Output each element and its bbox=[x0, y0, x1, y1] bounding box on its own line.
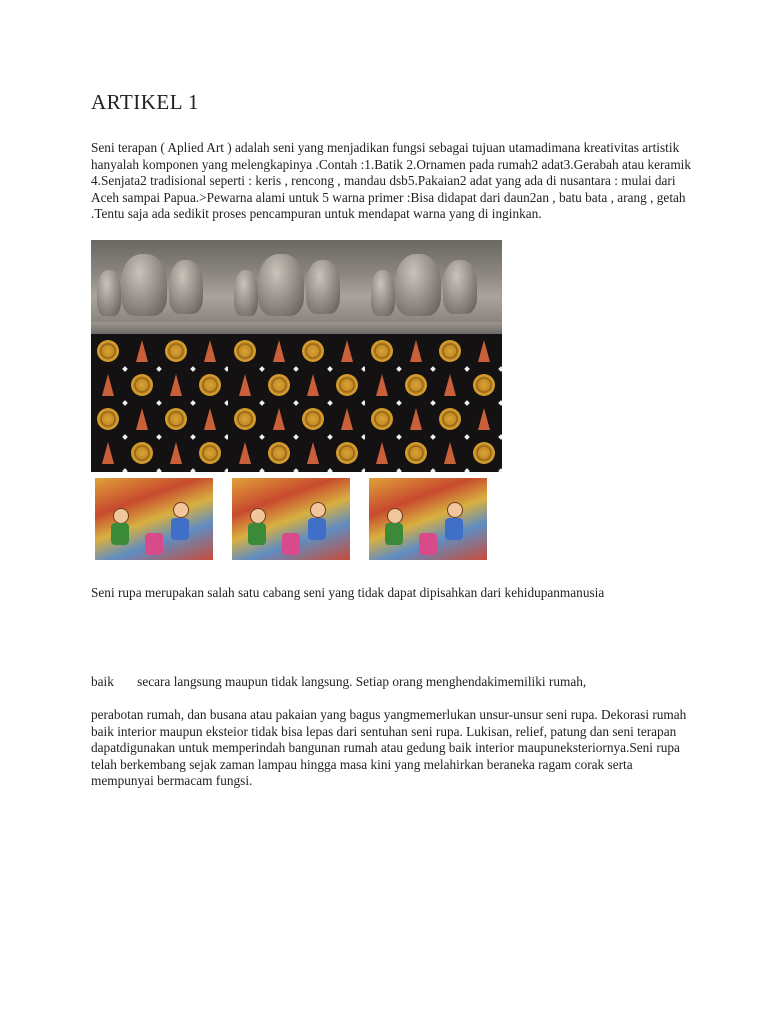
batik-dot-motif bbox=[122, 468, 128, 472]
batik-dot-motif bbox=[430, 468, 436, 472]
batik-dot-motif bbox=[122, 400, 128, 406]
batik-tumpal-motif bbox=[444, 442, 456, 464]
batik-dot-motif bbox=[190, 434, 196, 440]
batik-tumpal-motif bbox=[376, 442, 388, 464]
batik-flower-motif bbox=[97, 408, 119, 430]
batik-dot-motif bbox=[464, 434, 470, 440]
relief-image bbox=[91, 240, 228, 334]
batik-dot-motif bbox=[293, 400, 299, 406]
batik-flower-motif bbox=[131, 442, 153, 464]
batik-dot-motif bbox=[259, 366, 265, 372]
batik-dot-motif bbox=[327, 434, 333, 440]
batik-dot-motif bbox=[259, 468, 265, 472]
batik-dot-motif bbox=[293, 366, 299, 372]
batik-dot-motif bbox=[327, 468, 333, 472]
batik-tumpal-motif bbox=[341, 408, 353, 430]
batik-dot-motif bbox=[327, 366, 333, 372]
batik-dot-motif bbox=[190, 366, 196, 372]
batik-flower-motif bbox=[336, 442, 358, 464]
batik-flower-motif bbox=[405, 442, 427, 464]
relief-image bbox=[365, 240, 502, 334]
batik-flower-motif bbox=[405, 374, 427, 396]
batik-dot-motif bbox=[122, 434, 128, 440]
batik-dot-motif bbox=[498, 434, 502, 440]
batik-dot-motif bbox=[396, 366, 402, 372]
batik-tumpal-motif bbox=[136, 408, 148, 430]
batik-flower-motif bbox=[439, 408, 461, 430]
batik-pattern-image bbox=[365, 334, 502, 472]
batik-flower-motif bbox=[268, 374, 290, 396]
batik-dot-motif bbox=[498, 366, 502, 372]
batik-flower-motif bbox=[302, 340, 324, 362]
batik-tumpal-motif bbox=[478, 408, 490, 430]
batik-tumpal-motif bbox=[204, 340, 216, 362]
batik-flower-motif bbox=[234, 340, 256, 362]
batik-tumpal-motif bbox=[376, 374, 388, 396]
painting-row bbox=[91, 472, 502, 570]
paragraph-baik: baik secara langsung maupun tidak langsung. Setiap orang menghendakimemiliki rumah, bbox=[91, 674, 587, 689]
batik-dot-motif bbox=[259, 400, 265, 406]
batik-tumpal-motif bbox=[410, 408, 422, 430]
batik-dot-motif bbox=[190, 400, 196, 406]
batik-flower-motif bbox=[439, 340, 461, 362]
children-painting-image bbox=[91, 472, 228, 570]
batik-dot-motif bbox=[259, 434, 265, 440]
paragraph-applied-art: Seni terapan ( Aplied Art ) adalah seni yang menjadikan fungsi sebagai tujuan utamadimana kreativitas artistik hanyalah komponen yang melengkapinya .Contah :1.Batik 2.Ornamen pada rumah2 adat3.Gerabah atau keramik 4.Senjata2 tradisional seperti : keris , rencong , mandau dsb5.Pakaian2 adat yang ada di nusantara : mulai dari Aceh sampai Papua.>Pewarna alami untuk 5 warna primer :Bisa didapat dari daun2an , batu bata , arang , getah .Tentu saja ada sedikit proses pencampuran untuk mendapat warna yang di inginkan. bbox=[91, 140, 692, 221]
batik-tumpal-motif bbox=[170, 374, 182, 396]
batik-tumpal-motif bbox=[307, 442, 319, 464]
batik-tumpal-motif bbox=[307, 374, 319, 396]
relief-row bbox=[91, 240, 502, 334]
batik-tumpal-motif bbox=[444, 374, 456, 396]
batik-tumpal-motif bbox=[102, 442, 114, 464]
batik-flower-motif bbox=[336, 374, 358, 396]
batik-dot-motif bbox=[464, 400, 470, 406]
batik-flower-motif bbox=[234, 408, 256, 430]
batik-flower-motif bbox=[473, 442, 495, 464]
batik-dot-motif bbox=[396, 400, 402, 406]
batik-dot-motif bbox=[498, 400, 502, 406]
batik-tumpal-motif bbox=[136, 340, 148, 362]
children-painting-image bbox=[228, 472, 365, 570]
batik-dot-motif bbox=[293, 468, 299, 472]
batik-dot-motif bbox=[464, 468, 470, 472]
batik-row bbox=[91, 334, 502, 472]
batik-tumpal-motif bbox=[410, 340, 422, 362]
batik-tumpal-motif bbox=[102, 374, 114, 396]
batik-pattern-image bbox=[228, 334, 365, 472]
batik-flower-motif bbox=[131, 374, 153, 396]
batik-flower-motif bbox=[199, 374, 221, 396]
batik-dot-motif bbox=[396, 434, 402, 440]
paragraph-seni-rupa: Seni rupa merupakan salah satu cabang seni yang tidak dapat dipisahkan dari kehidupanmanusia bbox=[91, 585, 605, 600]
batik-flower-motif bbox=[97, 340, 119, 362]
batik-tumpal-motif bbox=[478, 340, 490, 362]
batik-dot-motif bbox=[122, 366, 128, 372]
batik-tumpal-motif bbox=[239, 374, 251, 396]
batik-flower-motif bbox=[199, 442, 221, 464]
batik-dot-motif bbox=[430, 400, 436, 406]
relief-image bbox=[228, 240, 365, 334]
batik-dot-motif bbox=[464, 366, 470, 372]
batik-flower-motif bbox=[473, 374, 495, 396]
batik-pattern-image bbox=[91, 334, 228, 472]
batik-flower-motif bbox=[371, 408, 393, 430]
batik-flower-motif bbox=[268, 442, 290, 464]
batik-flower-motif bbox=[302, 408, 324, 430]
batik-dot-motif bbox=[430, 434, 436, 440]
children-painting-image bbox=[365, 472, 502, 570]
batik-tumpal-motif bbox=[170, 442, 182, 464]
batik-dot-motif bbox=[498, 468, 502, 472]
batik-flower-motif bbox=[371, 340, 393, 362]
batik-dot-motif bbox=[156, 400, 162, 406]
batik-flower-motif bbox=[165, 408, 187, 430]
batik-dot-motif bbox=[156, 468, 162, 472]
paragraph-perabotan: perabotan rumah, dan busana atau pakaian yang bagus yangmemerlukan unsur-unsur seni rupa. Dekorasi rumah baik interior maupun eksteior tidak bisa lepas dari sentuhan seni rupa. Lukisan, relief, patung dan seni terapan dapatdigunakan untuk memperindah bangunan rumah atau gedung baik interior maupuneksteriornya.Seni rupa telah berkembang sejak zaman lampau hingga masa kini yang melahirkan beraneka ragam corak serta mempunyai bermacam fungsi. bbox=[91, 707, 687, 788]
batik-dot-motif bbox=[190, 468, 196, 472]
batik-flower-motif bbox=[165, 340, 187, 362]
image-gallery bbox=[91, 240, 502, 570]
batik-dot-motif bbox=[396, 468, 402, 472]
article-title: ARTIKEL 1 bbox=[91, 90, 200, 114]
batik-dot-motif bbox=[156, 366, 162, 372]
batik-tumpal-motif bbox=[239, 442, 251, 464]
batik-dot-motif bbox=[156, 434, 162, 440]
batik-dot-motif bbox=[430, 366, 436, 372]
batik-tumpal-motif bbox=[341, 340, 353, 362]
batik-dot-motif bbox=[293, 434, 299, 440]
batik-tumpal-motif bbox=[273, 408, 285, 430]
batik-tumpal-motif bbox=[273, 340, 285, 362]
batik-dot-motif bbox=[327, 400, 333, 406]
batik-tumpal-motif bbox=[204, 408, 216, 430]
